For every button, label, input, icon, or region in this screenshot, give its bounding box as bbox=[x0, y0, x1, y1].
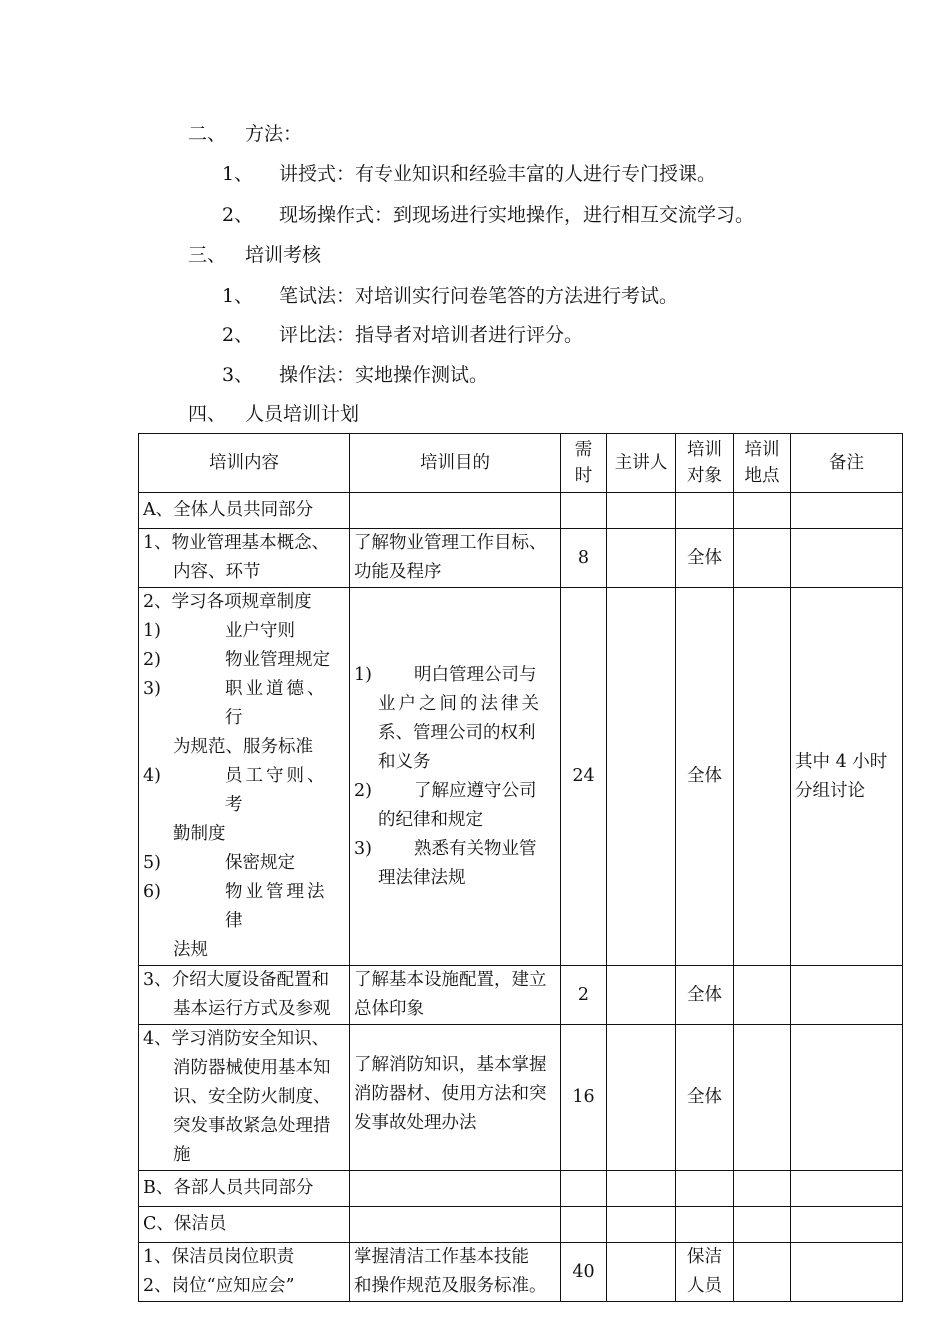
table-row bbox=[139, 1025, 903, 1171]
row5-hours: 40 bbox=[561, 1243, 607, 1302]
table-row bbox=[139, 529, 903, 588]
header-purpose: 培训目的 bbox=[350, 434, 561, 493]
header-content: 培训内容 bbox=[139, 434, 350, 493]
assessment-item-2 bbox=[222, 322, 583, 348]
item-text: 评比法：指导者对培训者进行评分。 bbox=[279, 324, 584, 346]
row5-content: 1、保洁员岗位职责 2、岗位“应知应会” bbox=[139, 1243, 350, 1302]
heading-assessment bbox=[188, 242, 321, 268]
item-text: 操作法：实地操作测试。 bbox=[279, 364, 489, 386]
heading-training-plan bbox=[188, 401, 359, 427]
table-row bbox=[139, 588, 903, 966]
method-item-1 bbox=[222, 161, 716, 187]
header-remark: 备注 bbox=[791, 434, 903, 493]
row1-target: 全体 bbox=[676, 529, 734, 588]
row2-content: 2、学习各项规章制度 1) 业户守则 2) 物业管理规定 3) 职业道德、行 为规范、服务标准 4) 员工守则、考 勤制度 5) 保密规定 6) 物业管理法律 法规 bbox=[139, 588, 350, 966]
assessment-item-1 bbox=[222, 283, 678, 309]
item-number: 3、 bbox=[222, 364, 254, 386]
item-number: 2、 bbox=[222, 324, 254, 346]
row2-hours: 24 bbox=[561, 588, 607, 966]
row4-target: 全体 bbox=[676, 1025, 734, 1171]
row2-purpose: 1) 明白管理公司与 业户之间的法律关 系、管理公司的权利 和义务 2) 了解应遵守公司 的纪律和规定 3) 熟悉有关物业管 理法律法规 bbox=[350, 588, 561, 966]
header-location: 培训 地点 bbox=[734, 434, 791, 493]
item-text: 现场操作式：到现场进行实地操作，进行相互交流学习。 bbox=[279, 204, 755, 226]
header-target: 培训 对象 bbox=[676, 434, 734, 493]
header-lecturer: 主讲人 bbox=[607, 434, 676, 493]
section-a-label: A、全体人员共同部分 bbox=[139, 493, 350, 529]
item-number: 1、 bbox=[222, 285, 254, 307]
row3-hours: 2 bbox=[561, 966, 607, 1025]
row3-target: 全体 bbox=[676, 966, 734, 1025]
heading-text: 方法： bbox=[245, 123, 303, 145]
assessment-item-3 bbox=[222, 362, 488, 388]
section-row-c bbox=[139, 1207, 903, 1243]
heading-number: 四、 bbox=[188, 403, 227, 425]
section-c-label: C、保洁员 bbox=[139, 1207, 350, 1243]
row3-purpose: 了解基本设施配置，建立 总体印象 bbox=[350, 966, 561, 1025]
table-row bbox=[139, 1243, 903, 1302]
training-plan-table bbox=[138, 433, 903, 1302]
row5-purpose: 掌握清洁工作基本技能 和操作规范及服务标准。 bbox=[350, 1243, 561, 1302]
row2-target: 全体 bbox=[676, 588, 734, 966]
section-row-b bbox=[139, 1171, 903, 1207]
heading-text: 培训考核 bbox=[245, 244, 322, 266]
row3-content: 3、介绍大厦设备配置和 基本运行方式及参观 bbox=[139, 966, 350, 1025]
item-text: 笔试法：对培训实行问卷笔答的方法进行考试。 bbox=[279, 285, 679, 307]
row1-hours: 8 bbox=[561, 529, 607, 588]
heading-number: 三、 bbox=[188, 244, 227, 266]
item-number: 2、 bbox=[222, 204, 254, 226]
table-row bbox=[139, 966, 903, 1025]
section-b-label: B、各部人员共同部分 bbox=[139, 1171, 350, 1207]
header-hours: 需 时 bbox=[561, 434, 607, 493]
row2-remark: 其中 4 小时 分组讨论 bbox=[791, 588, 903, 966]
row1-purpose: 了解物业管理工作目标、 功能及程序 bbox=[350, 529, 561, 588]
heading-methods bbox=[188, 121, 302, 147]
row4-content: 4、学习消防安全知识、 消防器械使用基本知 识、安全防火制度、 突发事故紧急处理措 施 bbox=[139, 1025, 350, 1171]
method-item-2 bbox=[222, 202, 754, 228]
row4-hours: 16 bbox=[561, 1025, 607, 1171]
row4-purpose: 了解消防知识，基本掌握 消防器材、使用方法和突 发事故处理办法 bbox=[350, 1025, 561, 1171]
heading-number: 二、 bbox=[188, 123, 227, 145]
heading-text: 人员培训计划 bbox=[245, 403, 360, 425]
table-header-row bbox=[139, 434, 903, 493]
row1-content: 1、物业管理基本概念、 内容、环节 bbox=[139, 529, 350, 588]
item-number: 1、 bbox=[222, 163, 254, 185]
row5-target: 保洁 人员 bbox=[676, 1243, 734, 1302]
item-text: 讲授式：有专业知识和经验丰富的人进行专门授课。 bbox=[279, 163, 717, 185]
section-row-a bbox=[139, 493, 903, 529]
